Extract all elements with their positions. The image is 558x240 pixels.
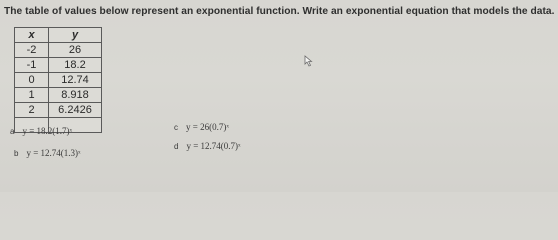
cell-y: 6.2426 (49, 103, 102, 118)
table-row (15, 43, 102, 58)
xy-table (14, 27, 102, 133)
choice-c-letter: c (174, 123, 178, 132)
cell-x: -2 (15, 43, 49, 58)
cell-x: 1 (15, 88, 49, 103)
choice-b-letter: b (14, 149, 19, 158)
cell-x: -1 (15, 58, 49, 73)
mouse-cursor-icon (304, 55, 314, 67)
table-header-row (15, 28, 102, 43)
choice-a[interactable] (10, 126, 72, 136)
cell-y: 18.2 (49, 58, 102, 73)
choice-d-equation: y = 12.74(0.7)ˣ (186, 141, 241, 151)
table-row (15, 73, 102, 88)
cell-x: 0 (15, 73, 49, 88)
choice-c-equation: y = 26(0.7)ˣ (186, 122, 229, 132)
question-text: The table of values below represent an exponential function. Write an exponential equation that models the data. (4, 6, 555, 17)
cell-x: 2 (15, 103, 49, 118)
table-row (15, 88, 102, 103)
choice-b[interactable] (14, 148, 81, 158)
choice-c[interactable] (174, 122, 229, 132)
choice-a-equation: y = 18.2(1.7)ˣ (22, 126, 73, 136)
cell-y: 12.74 (49, 73, 102, 88)
header-x: x (15, 28, 49, 43)
choice-b-equation: y = 12.74(1.3)ˣ (26, 148, 81, 158)
table-row (15, 103, 102, 118)
table-row (15, 58, 102, 73)
choice-d[interactable] (174, 141, 241, 151)
choice-a-letter: a (10, 127, 15, 136)
choice-d-letter: d (174, 142, 179, 151)
header-y: y (49, 28, 102, 43)
cell-y: 8.918 (49, 88, 102, 103)
cell-y: 26 (49, 43, 102, 58)
